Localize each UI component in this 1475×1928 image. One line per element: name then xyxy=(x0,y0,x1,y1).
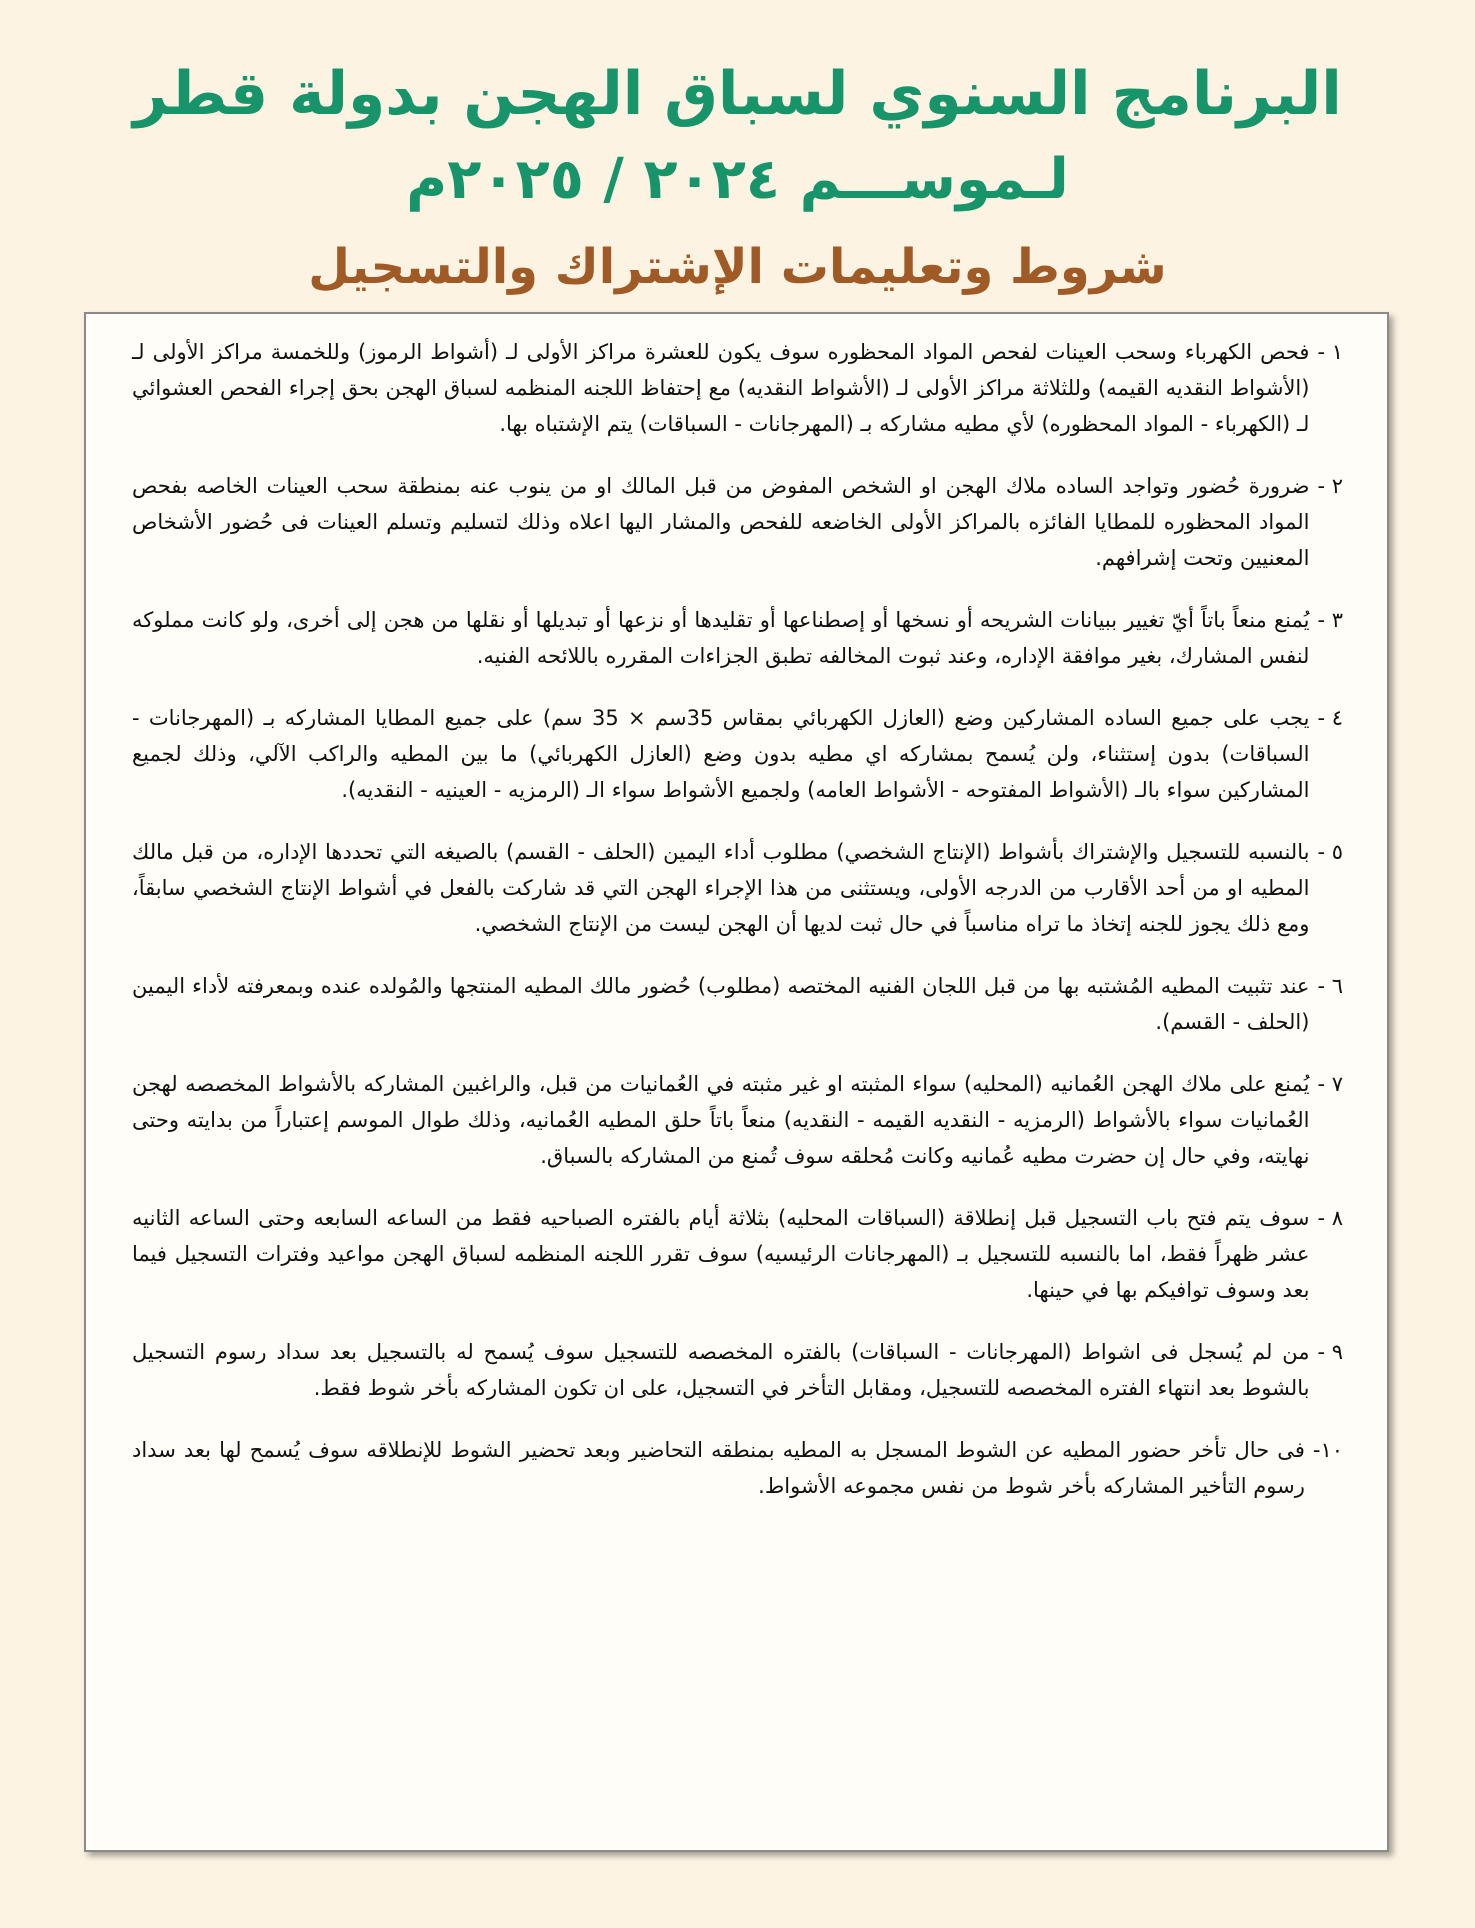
page-title: البرنامج السنوي لسباق الهجن بدولة قطر xyxy=(133,59,1342,129)
term-text: يُمنع على ملاك الهجن العُمانيه (المحليه) سواء المثبته او غير مثبته في العُمانيات من قبل، والراغبين المشاركه بالأشواط المخصصه لهجن العُمانيات سواء بالأشواط (الرمزيه - النقديه القيمه - النقديه) منعاً باتاً حلق المطيه العُمانيه، وذلك طوال الموسم إعتباراً من بدايته وحتى نهايته، وفي حال إن حضرت مطيه عُمانيه وكانت مُحلقه سوف تُمنع من المشاركه بالسباق. xyxy=(132,1072,1310,1168)
term-item-10 xyxy=(132,1432,1343,1504)
term-item-4 xyxy=(132,700,1343,808)
term-item-2 xyxy=(132,468,1343,576)
term-item-1 xyxy=(132,334,1343,442)
term-number: ٥ - xyxy=(1317,840,1343,864)
term-text: فى حال تأخر حضور المطيه عن الشوط المسجل به المطيه بمنطقه التحاضير وبعد تحضير الشوط للإنطلاقه سوف يُسمح لها بعد سداد رسوم التأخير المشاركه بأخر شوط من نفس مجموعه الأشواط. xyxy=(132,1438,1305,1498)
term-text: عند تثبيت المطيه المُشتبه بها من قبل اللجان الفنيه المختصه (مطلوب) حُضور مالك المطيه المنتجها والمُولده عنده وبمعرفته لأداء اليمين (الحلف - القسم). xyxy=(132,974,1310,1034)
term-number: ٩ - xyxy=(1317,1340,1343,1364)
term-text: ضرورة حُضور وتواجد الساده ملاك الهجن او الشخص المفوض من قبل المالك او من ينوب عنه بمنطقة سحب العينات الخاصه بفحص المواد المحظوره للمطايا الفائزه بالمراكز الأولى الخاضعه للفحص والمشار اليها اعلاه وذلك لتسليم وتسلم العينات فى حُضور الأشخاص المعنيين وتحت إشرافهم. xyxy=(132,474,1310,570)
term-text: سوف يتم فتح باب التسجيل قبل إنطلاقة (السباقات المحليه) بثلاثة أيام بالفتره الصباحيه فقط من الساعه السابعه وحتى الساعه الثانيه عشر ظهراً فقط، اما بالنسبه للتسجيل بـ (المهرجانات الرئيسيه) سوف تقرر اللجنه المنظمه لسباق الهجن مواعيد وفترات التسجيل فيما بعد وسوف توافيكم بها في حينها. xyxy=(132,1206,1310,1302)
page-header xyxy=(0,52,1475,302)
term-number: ١ - xyxy=(1317,340,1343,364)
term-text: فحص الكهرباء وسحب العينات لفحص المواد المحظوره سوف يكون للعشرة مراكز الأولى لـ (أشواط الرموز) وللخمسة مراكز الأولى لـ (الأشواط النقديه القيمه) وللثلاثة مراكز الأولى لـ (الأشواط النقديه) مع إحتفاظ اللجنه المنظمه لسباق الهجن بحق إجراء الفحص العشوائي لـ (الكهرباء - المواد المحظوره) لأي مطيه مشاركه بـ (المهرجانات - السباقات) يتم الإشتباه بها. xyxy=(132,340,1310,436)
term-number: ٣ - xyxy=(1317,608,1343,632)
term-number: ٤ - xyxy=(1317,706,1343,730)
term-text: بالنسبه للتسجيل والإشتراك بأشواط (الإنتاج الشخصي) مطلوب أداء اليمين (الحلف - القسم) بالصيغه التي تحددها الإداره، من قبل مالك المطيه او من أحد الأقارب من الدرجه الأولى، ويستثنى من هذا الإجراء الهجن التي قد شاركت بالفعل في أشواط الإنتاج الشخصي سابقاً، ومع ذلك يجوز للجنه إتخاذ ما تراه مناسباً في حال ثبت لديها أن الهجن ليست من الإنتاج الشخصي. xyxy=(132,840,1310,936)
term-number: ٧ - xyxy=(1317,1072,1343,1096)
term-item-6 xyxy=(132,968,1343,1040)
term-text: يجب على جميع الساده المشاركين وضع (العازل الكهربائي بمقاس 35سم × 35 سم) على جميع المطايا المشاركه بـ (المهرجانات - السباقات) بدون إستثناء، ولن يُسمح بمشاركه اي مطيه بدون وضع (العازل الكهربائي) ما بين المطيه والراكب الآلي، وذلك لجميع المشاركين سواء بالـ (الأشواط المفتوحه - الأشواط العامه) ولجميع الأشواط سواء الـ (الرمزيه - العينيه - النقديه). xyxy=(132,706,1310,802)
term-item-7 xyxy=(132,1066,1343,1174)
term-number: ٨ - xyxy=(1317,1206,1343,1230)
terms-box xyxy=(84,312,1389,1852)
term-number: ٢ - xyxy=(1317,474,1343,498)
term-item-3 xyxy=(132,602,1343,674)
term-text: من لم يُسجل فى اشواط (المهرجانات - السباقات) بالفتره المخصصه للتسجيل سوف يُسمح له بالتسجيل بعد سداد رسوم التسجيل بالشوط بعد انتهاء الفتره المخصصه للتسجيل، ومقابل التأخر في التسجيل، على ان تكون المشاركه بأخر شوط فقط. xyxy=(132,1340,1310,1400)
term-item-8 xyxy=(132,1200,1343,1308)
term-text: يُمنع منعاً باتاً أيّ تغيير ببيانات الشريحه أو نسخها أو إصطناعها أو تقليدها أو نزعها أو تبديلها أو نقلها من هجن إلى أخرى، ولو كانت مملوكه لنفس المشارك، بغير موافقة الإداره، وعند ثبوت المخالفه تطبق الجزاءات المقرره باللائحه الفنيه. xyxy=(132,608,1310,668)
term-item-9 xyxy=(132,1334,1343,1406)
term-number: ٦ - xyxy=(1317,974,1343,998)
term-item-5 xyxy=(132,834,1343,942)
terms-subtitle: شروط وتعليمات الإشتراك والتسجيل xyxy=(308,239,1167,295)
term-number: ١٠- xyxy=(1312,1438,1343,1462)
season-title: لـموســـم ٢٠٢٤ / ٢٠٢٥م xyxy=(406,147,1069,212)
